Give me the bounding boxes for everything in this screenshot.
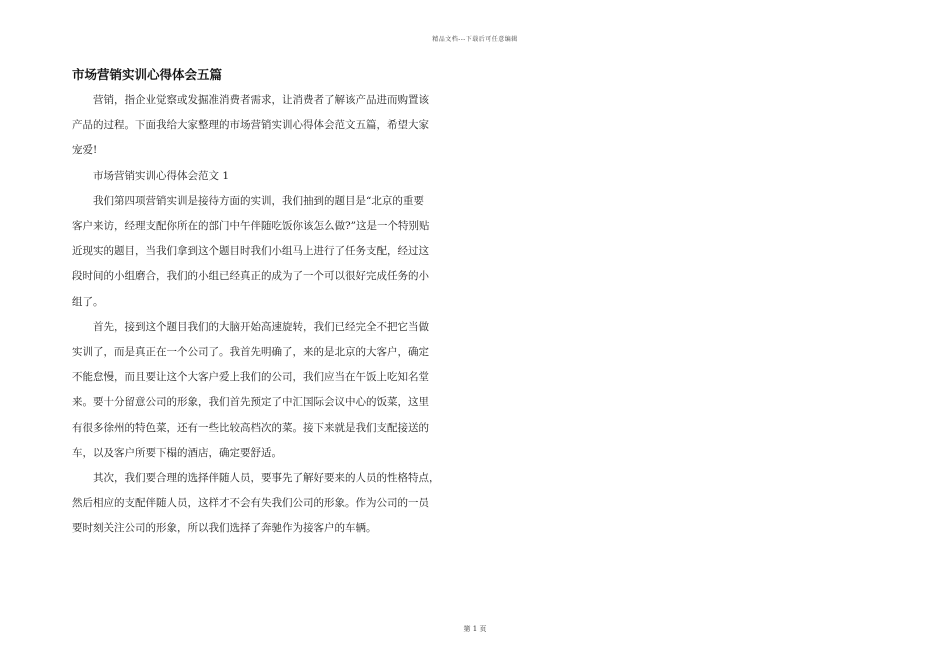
section-heading-1: 市场营销实训心得体会范文 1 [93,169,230,182]
paragraph-2: 首先，接到这个题目我们的大脑开始高速旋转，我们已经完全不把它当做 实训了，而是真正在一个公司了。我首先明确了，来的是北京的大客户，确定 不能怠慢，而且要让这个大客户爱上我们的公司，我们应当在午饭上吃知名堂 来。要十分留意公司的形象，我们首先预定了中汇国际会议中心的饭菜，这里 有很多徐州的特色菜，还有一些比较高档次的菜。接下来就是我们支配接送的 车，以及客户所要下榻的酒店，确定要舒适。 [72,320,429,459]
page-number: 第 1 页 [463,625,487,633]
document-title: 市场营销实训心得体会五篇 [72,67,223,82]
document-paragraphs [72,88,468,542]
page-header-note: 精品文档---下载后可任意编辑 [432,36,518,43]
paragraph-intro: 营销，指企业觉察或发掘准消费者需求，让消费者了解该产品进而购置该 产品的过程。下面我给大家整理的市场营销实训心得体会范文五篇，希望大家 宠爱! [72,94,429,157]
paragraph-3: 其次，我们要合理的选择伴随人员，要事先了解好要来的人员的性格特点， 然后相应的支配伴随人员，这样才不会有失我们公司的形象。作为公司的一员 要时刻关注公司的形象，所以我们选择了奔驰作为接客户的车辆。 [72,472,440,535]
paragraph-1: 我们第四项营销实训是接待方面的实训，我们抽到的题目是“北京的重要 客户来访，经理支配你所在的部门中午伴随吃饭你该怎么做?”这是一个特别贴 近现实的题目，当我们拿到这个题目时我们小组马上进行了任务支配，经过这 段时间的小组磨合，我们的小组已经真正的成为了一个可以很好完成任务的小 组了。 [72,194,430,308]
document-body [72,66,468,542]
